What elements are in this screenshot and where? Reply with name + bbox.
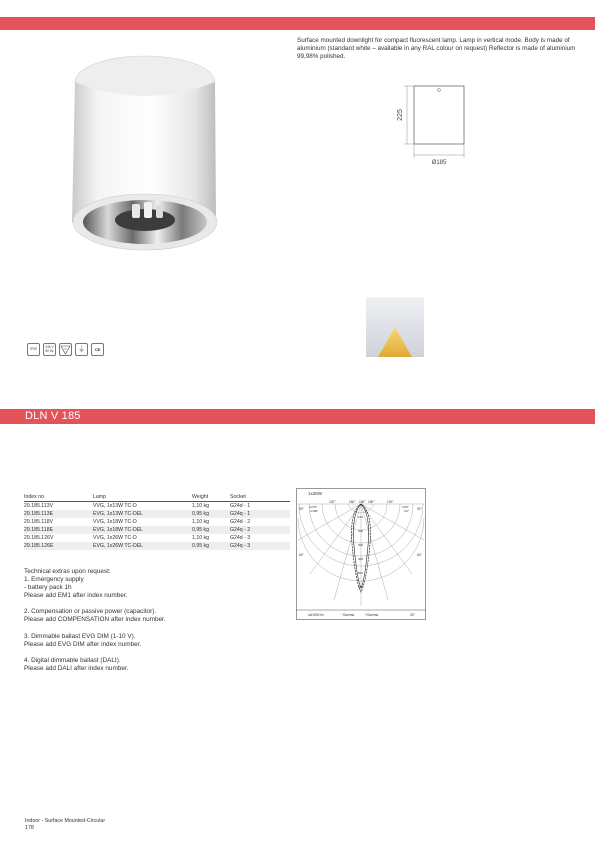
- extras-line: 3. Dimmable ballast EVG DIM (1-10 V).: [24, 632, 136, 640]
- extras-line: Please add EVG DIM after index number.: [24, 640, 142, 648]
- table-cell: G24q - 2: [230, 526, 290, 534]
- plane-label: C90°: [402, 505, 409, 509]
- extras-line: - battery pack 1h: [24, 584, 72, 592]
- extras-line: Please add COMPENSATION after index number.: [24, 616, 166, 624]
- height-dimension-label: 225: [397, 109, 404, 121]
- voltage-frequency-icon: 230 V 50 Hz: [43, 343, 56, 356]
- page-footer: [25, 818, 105, 832]
- table-cell: 29.185.118E: [24, 526, 93, 534]
- technical-extras: [24, 568, 294, 673]
- table-cell: 1,10 kg: [192, 503, 210, 509]
- table-cell: 29.185.126E: [24, 542, 93, 550]
- column-header-lamp: Lamp: [93, 493, 192, 502]
- extras-line: Please add DALI after index number.: [24, 664, 129, 672]
- radial-value: 200: [358, 529, 364, 533]
- table-cell: G24q - 1: [230, 510, 290, 518]
- radial-value: 400: [358, 557, 364, 561]
- column-header-weight: Weight: [192, 493, 230, 502]
- gamma-minus-label: −Gamma: [341, 613, 355, 617]
- table-cell: 0,95 kg: [192, 510, 230, 518]
- angle-label: 90°: [417, 507, 422, 511]
- light-beam-preview: [366, 297, 424, 357]
- table-header-row: [24, 493, 290, 502]
- table-cell: VVG, 1x26W TC-D: [93, 535, 137, 541]
- angle-label: 180°: [349, 500, 356, 504]
- table-row: [24, 534, 290, 542]
- gamma-plus-label: +Gamma: [365, 613, 379, 617]
- table-cell: G24d - 2: [230, 519, 251, 525]
- angle-label: 120°: [329, 500, 336, 504]
- table-cell: 29.185.113E: [24, 510, 93, 518]
- angle-label: 120°: [387, 500, 394, 504]
- product-description: Surface mounted downlight for compact fluorescent lamp. Lamp in vertical mode. Body is made of aluminium (standard white – available in any RAL colour on request) Reflector is made of aluminium 99,98% polished.: [297, 37, 576, 61]
- angle-label: 60°: [299, 553, 304, 557]
- ce-mark-icon: CE: [91, 343, 104, 356]
- column-header-index: Index no.: [24, 493, 93, 502]
- flammable-surface-label: F: [64, 346, 67, 351]
- angle-label: 150°: [368, 500, 375, 504]
- table-cell: 0,95 kg: [192, 526, 230, 534]
- extras-line: 2. Compensation or passive power (capacitor).: [24, 608, 157, 616]
- product-title: DLN V 185: [25, 410, 81, 422]
- unit-label: cd/1000 lm: [308, 613, 324, 617]
- radial-value: 600: [358, 585, 364, 589]
- ip-rating-icon: IP20: [27, 343, 40, 356]
- radial-value: 500: [358, 571, 364, 575]
- top-accent-band: [0, 17, 595, 30]
- diameter-dimension-label: Ø185: [431, 160, 447, 166]
- footer-category: Indoor - Surface Mounted-Circular: [25, 818, 106, 824]
- certification-icons: [27, 343, 104, 358]
- table-cell: G24d - 3: [230, 535, 251, 541]
- angle-label: 180°: [359, 500, 366, 504]
- plane-label: C270°: [309, 505, 318, 509]
- specification-table: [24, 493, 290, 550]
- polar-light-distribution-diagram: [296, 488, 426, 620]
- table-cell: G24q - 3: [230, 542, 290, 550]
- dimension-drawing: [392, 78, 472, 168]
- earth-ground-icon: ⏚: [75, 343, 88, 356]
- extras-line: Please add EM1 after index number.: [24, 592, 128, 600]
- table-cell: 1,10 kg: [192, 535, 210, 541]
- radial-value: 100: [358, 515, 364, 519]
- angle-label: 30°: [410, 613, 415, 617]
- downlight-product-photo: [60, 44, 230, 254]
- table-row: [24, 542, 290, 550]
- table-cell: G24d - 1: [230, 503, 251, 509]
- column-header-socket: Socket: [230, 493, 290, 502]
- table-row: [24, 518, 290, 526]
- plane-label: C0°: [404, 509, 410, 513]
- table-row: [24, 526, 290, 534]
- extras-heading: Technical extras upon request:: [24, 568, 111, 575]
- table-cell: 29.185.126V: [24, 535, 54, 541]
- angle-label: 90°: [299, 507, 304, 511]
- table-cell: 29.185.113V: [24, 503, 54, 509]
- table-cell: 29.185.118V: [24, 519, 54, 525]
- table-cell: EVG, 1x26W TC-DEL: [93, 542, 192, 550]
- table-row: [24, 502, 290, 511]
- extras-line: 1. Emergency supply: [24, 576, 84, 584]
- page-number: 178: [25, 825, 34, 831]
- radial-value: 300: [358, 543, 364, 547]
- table-cell: EVG, 1x18W TC-DEL: [93, 526, 192, 534]
- lamp-power-label: 1x26W: [308, 491, 323, 496]
- table-cell: 0,95 kg: [192, 542, 230, 550]
- angle-label: 60°: [417, 553, 422, 557]
- product-title-band: [0, 409, 595, 424]
- table-cell: VVG, 1x18W TC-D: [93, 519, 137, 525]
- table-cell: VVG, 1x13W TC-D: [93, 503, 137, 509]
- table-row: [24, 510, 290, 518]
- flammable-surface-icon: [59, 343, 72, 356]
- plane-label: C180°: [310, 509, 319, 513]
- extras-line: 4. Digital dimmable ballast (DALI).: [24, 656, 121, 664]
- table-cell: EVG, 1x13W TC-DEL: [93, 510, 192, 518]
- table-cell: 1,10 kg: [192, 519, 210, 525]
